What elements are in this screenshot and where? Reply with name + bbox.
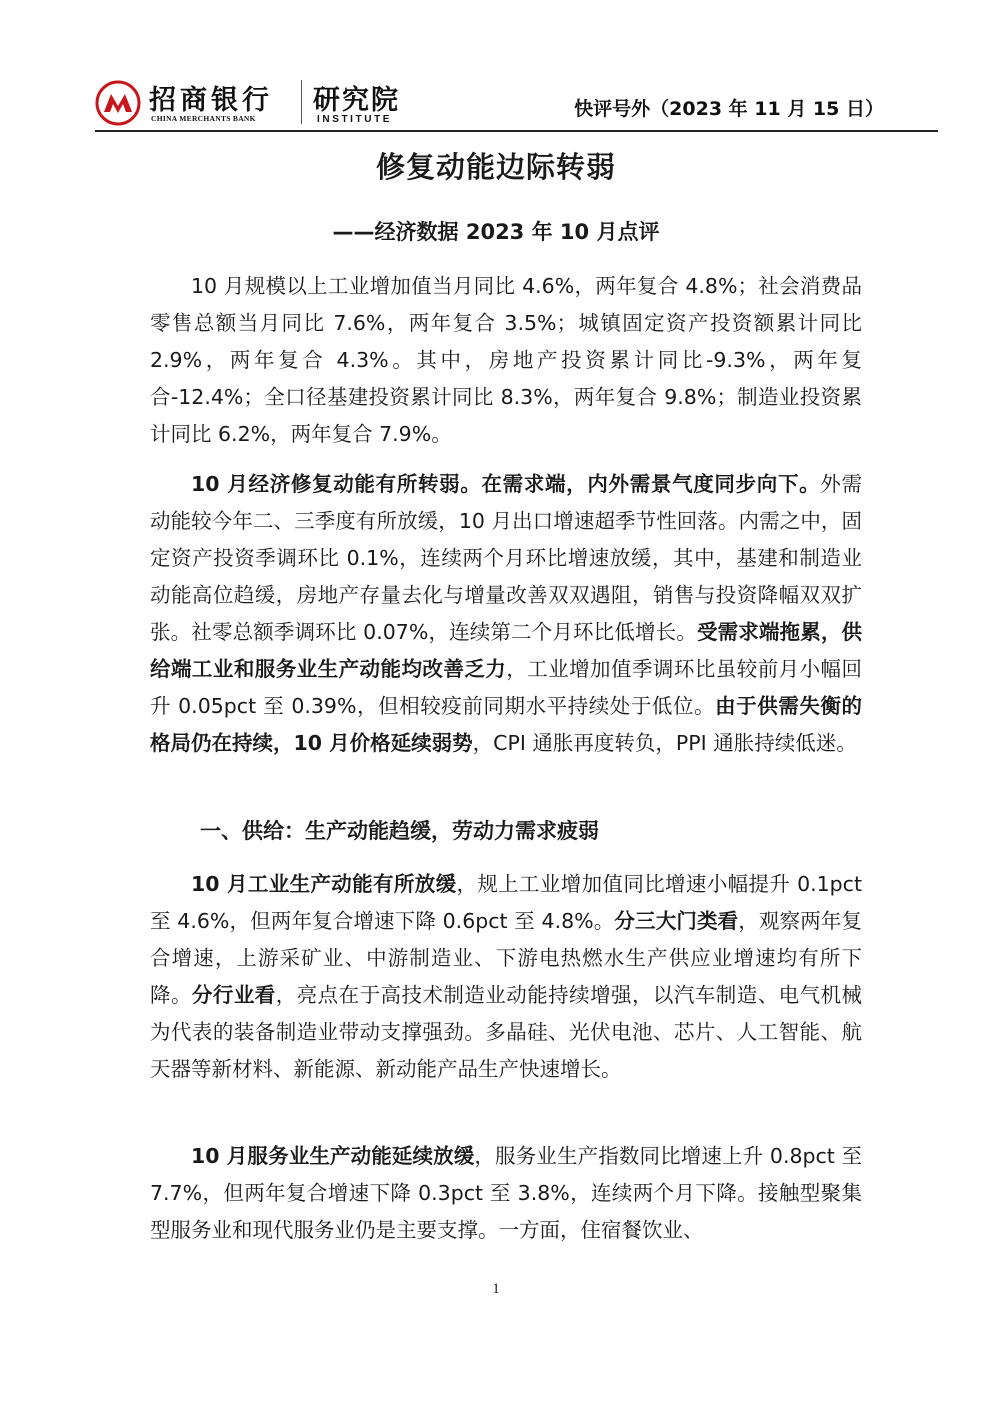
brand-name-en: CHINA MERCHANTS BANK [151, 114, 256, 123]
body-text: ，规上工业增加值同比增速小幅提升 0.1pct 至 4.6%，但两年复合增速下降 0.6pct 至 4.8%。 [150, 872, 862, 933]
section-heading: 一、供给：生产动能趋缓，劳动力需求疲弱 [200, 819, 599, 843]
page-number: 1 [492, 1281, 500, 1297]
emphasis-text: 受需求端拖累，供给端工业和服务业生产动能均改善乏力 [150, 620, 862, 681]
body-text: ，服务业生产指数同比增速上升 0.8pct 至 7.7%，但两年复合增速下降 0.3pct 至 3.8%，连续两个月下降。接触型聚集型服务业和现代服务业仍是主要支撑。一方面，住宿餐饮业、 [150, 1144, 862, 1242]
industry-paragraph [150, 866, 862, 1088]
emphasis-text: 10 月经济修复动能有所转弱。在需求端，内外需景气度同步向下。 [191, 472, 821, 496]
summary-paragraph [150, 268, 862, 453]
body-text: 外需动能较今年二、三季度有所放缓，10 月出口增速超季节性回落。内需之中，固定资产投资季调环比 0.1%，连续两个月环比增速放缓，其中，基建和制造业动能高位趋缓，房地产存量去化与增量改善双双遇阻，销售与投资降幅双双扩张。社零总额季调环比 0.07%，连续第二个月环比低增长。 [150, 472, 863, 644]
brand-name-cn: 招商银行 [149, 85, 273, 116]
body-text: ，亮点在于高技术制造业动能持续增强，以汽车制造、电气机械为代表的装备制造业带动支撑强劲。多晶硅、光伏电池、芯片、人工智能、航天器等新材料、新能源、新动能产品生产快速增长。 [150, 983, 863, 1081]
cmb-logo-icon [95, 80, 141, 126]
emphasis-text: 分三大门类看 [614, 909, 739, 933]
logo-divider [301, 80, 302, 124]
report-date-tag: 快评号外（2023 年 11 月 15 日） [574, 98, 884, 120]
emphasis-text: 由于供需失衡的格局仍在持续，10 月价格延续弱势 [150, 694, 863, 755]
body-text: 10 月规模以上工业增加值当月同比 4.6%，两年复合 4.8%；社会消费品零售总额当月同比 7.6%，两年复合 3.5%；城镇固定资产投资额累计同比 2.9%，两年复合 4.3%。其中，房地产投资累计同比-9.3%，两年复合-12.4%；全口径基建投资累计同比 8.3%，两年复合 9.8%；制造业投资累计同比 6.2%，两年复合 7.9%。 [150, 274, 862, 446]
report-title: 修复动能边际转弱 [375, 150, 616, 184]
emphasis-text: 10 月服务业生产动能延续放缓 [191, 1144, 475, 1168]
services-paragraph [150, 1138, 862, 1249]
emphasis-text: 10 月工业生产动能有所放缓 [191, 872, 457, 896]
body-text: ，CPI 通胀再度转负，PPI 通胀持续低迷。 [472, 731, 857, 755]
body-text: ，工业增加值季调环比虽较前月小幅回升 0.05pct 至 0.39%，但相较疫前同期水平持续处于低位。 [150, 657, 863, 718]
institute-name-en: INSTITUTE [317, 114, 393, 125]
overview-paragraph [150, 466, 862, 762]
emphasis-text: 分行业看 [191, 983, 276, 1007]
body-text: ，观察两年复合增速，上游采矿业、中游制造业、下游电热燃水生产供应业增速均有所下降。 [150, 909, 863, 1007]
report-header [95, 74, 938, 132]
institute-name-cn: 研究院 [313, 85, 400, 116]
report-subtitle: ——经济数据 2023 年 10 月点评 [332, 220, 660, 244]
